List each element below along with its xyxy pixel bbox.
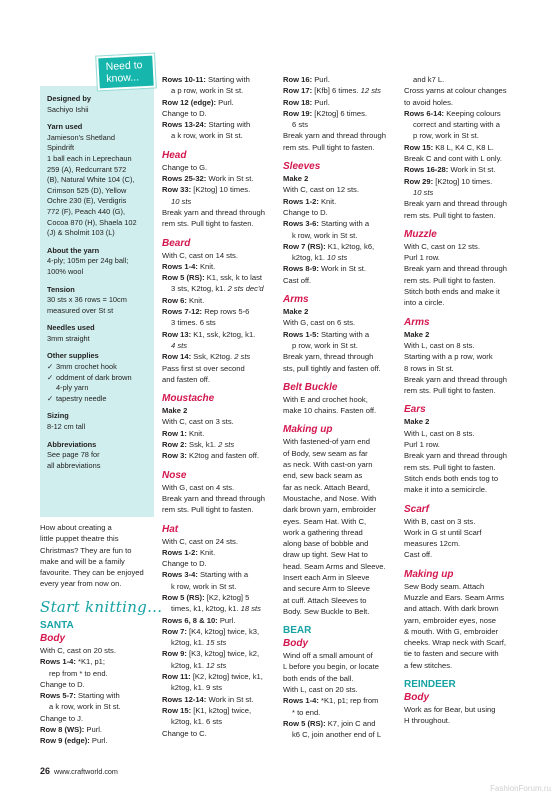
making-up-text [283,436,399,617]
reindeer-body-title: Body [404,692,429,704]
santa-title: SANTA [40,620,74,631]
text-line: all abbreviations [47,460,101,470]
reindeer-title: REINDEER [404,679,456,691]
text-line: every year from now on. [40,579,122,589]
sizing-heading: Sizing [47,411,69,421]
supplies-heading: Other supplies [47,351,99,361]
sleeves-heading: Sleeves [283,161,321,173]
hat-heading: Hat [162,523,179,535]
text-line: (J) & Sholmit 103 (L) [47,228,115,238]
text-line: and attach. With dark brown [404,604,499,614]
text-line: Jamieson's Shetland [47,132,115,142]
yarn-heading: Yarn used [47,122,83,132]
text-line: Spindrift [47,143,75,153]
text-line: a few stitches. [404,660,453,670]
text-line: far as neck. Attach Beard, [283,482,370,492]
text-line: little puppet theatre this [40,534,119,544]
text-line: at cuff. Attach Sleeves to [283,595,367,605]
scarf-heading: Scarf [404,503,430,515]
text-line: Cocoa 870 (H), Shaela 102 [47,217,137,227]
text-line: How about creating a [40,523,112,532]
belt-buckle-heading: Belt Buckle [283,381,338,393]
about-text [47,256,147,277]
intro-text [40,522,158,590]
muzzle-heading: Muzzle [404,228,437,240]
bear-arms-heading: Arms [404,316,430,328]
bear-making-up-text [404,581,522,671]
needles-text: 3mm straight [47,333,90,343]
santa-body-title: Body [40,633,65,644]
bear-title: BEAR [283,625,312,637]
tension-heading: Tension [47,284,75,294]
beard-heading: Beard [162,237,191,249]
watermark: FashionForum.ru [490,784,551,793]
footer-url: www.craftworld.com [54,767,118,776]
text-line: 259 (A), Redcurrant 572 [47,164,127,174]
text-line: dark brown yarn, embroider [283,505,376,515]
making-up-heading: Making up [283,424,333,436]
column-4: and k7 L. Cross yarns at colour changes to avoid holes. Rows 6-14: Keeping colours correct and starting with a p row, work in St st. Row 15: K8 L, K4 C, K8 L. Break C and cont with L only. Rows 16-28: Work in St st. Row 29: [K2tog] 10 times. 10 sts Break yarn and thread through rem sts. Pull tight to fasten. Muzzle With C, cast on 12 sts. Purl 1 row. Break yarn and thread through rem sts. Pull tight to fasten. Stitch both ends and make it into a circle. Arms Make 2 With L, cast on 8 sts. Starting with a p row, work 8 rows in St st. Break yarn and thread through rem sts. Pull tight to fasten. Ears Make 2 With L, cast on 8 sts. Purl 1 row. Break yarn and thread through rem sts. Pull tight to fasten. Stitch ends both ends tog to make it into a semicircle. Scarf With B, cast on 3 sts. Work in G st until Scarf measures 12cm. Cast off. Making up Sew Body seam. Attach Muzzle and Ears. Seam Arms and attach. With dark brown yarn, embroider eyes, nose & mouth. With G, embroider cheeks. Wrap neck with Scarf, tie to fasten and secure with a few stitches. REINDEER Body Work as for Bear, but using H throughout. [404,74,522,727]
text-line: Christmas? They are fun to [40,545,132,555]
about-heading: About the yarn [47,245,100,255]
nose-heading: Nose [162,469,187,481]
text-line: as neck. With cast-on yarn [283,460,373,470]
tension-text [47,295,147,316]
text-line: See page 78 for [47,450,100,460]
arms-heading: Arms [283,294,309,306]
text-line: work a gathering thread [283,527,363,537]
text-line: Muzzle and Ears. Seam Arms [404,592,505,602]
text-line: 4-ply; 105m per 24g ball; [47,256,129,266]
text-line: and secure Arm to Sleeve [283,584,370,594]
text-line: along base of bobble and [283,539,369,549]
abbreviations-text [47,450,147,471]
text-line: cheeks. Wrap neck with Scarf, [404,638,506,648]
text-line: Insert each Arm in Sleeve [283,572,370,582]
ears-heading: Ears [404,404,426,416]
designer: Sachiyo Ishii [47,104,89,114]
page-number: 26 [40,766,51,776]
text-line: & mouth. With G, embroider [404,626,499,636]
text-line: end, sew back seam as [283,471,363,481]
abbreviations-heading: Abbreviations [47,439,97,449]
text-line: (B), Natural White 104 (C), [47,175,135,185]
needles-heading: Needles used [47,323,95,333]
start-knitting-heading: Start knitting... [40,598,163,616]
text-line: 30 sts x 36 rows = 10cm [47,295,127,305]
sizing-text: 8-12 cm tall [47,422,86,432]
bear-making-up-heading: Making up [404,568,454,580]
text-line: With fastened-of yarn end [283,437,370,447]
text-line: Crimson 525 (D), Yellow [47,185,127,195]
check-icon: ✓ [47,372,54,382]
text-line: make and will be a family [40,556,125,566]
text-line: 1 ball each in Leprechaun [47,153,132,163]
text-line: 100% wool [47,266,84,276]
head-heading: Head [162,149,187,161]
bear-body-title: Body [283,638,308,650]
text-line: tie to fasten and secure with [404,649,499,659]
text-line: Moustache, and Nose. With [283,493,377,503]
moustache-heading: Moustache [162,393,215,405]
yarn-list [47,133,147,239]
supplies-list: ✓ 3mm crochet hook ✓ oddment of dark brown 4-ply yarn ✓ tapestry needle [47,362,132,403]
text-line: favourite. They can be enjoyed [40,568,144,578]
text-line: measured over St st [47,305,114,315]
check-icon: ✓ [47,362,54,372]
column-2: Rows 10-11: Starting with a p row, work in St st. Row 12 (edge): Purl. Change to D. Rows 13-24: Starting with a k row, work in St st. Head Change to G. Rows 25-32: Work in St st. Row 33: [K2tog] 10 times. 10 sts Break yarn and thread through rem sts. Pull tight to fasten. Beard With C, cast on 14 sts. Rows 1-4: Knit. Row 5 (RS): K1, ssk, k to last 3 sts, K2tog, k1. 2 sts dec'd Row 6: Knit. Rows 7-12: Rep rows 5-6 3 times. 6 sts Row 13: K1, ssk, k2tog, k1. 4 sts Row 14: Ssk, K2tog. 2 sts Pass first st over second and fasten off. Moustache Make 2 With C, cast on 3 sts. Row 1: Knit. Row 2: Ssk, k1. 2 sts Row 3: K2tog and fasten off. Nose With G, cast on 4 sts. Break yarn and thread through rem sts. Pull tight to fasten. Hat With C, cast on 24 sts. Rows 1-2: Knit. Change to D. Rows 3-4: Starting with a k row, work in St st. Row 5 (RS): [K2, k2tog] 5 times, k1, k2tog, k1. 18 sts Rows 6, 8 & 10: Purl. Row 7: [K4, k2tog] twice, k3, k2tog, k1. 15 sts Row 9: [K3, k2tog] twice, k2, k2tog, k1. 12 sts Row 11: [K2, k2tog] twice, k1, k2tog, k1. 9 sts Rows 12-14: Work in St st. Row 15: [K1, k2tog] twice, k2tog, k1. 6 sts Change to C. [162,74,277,739]
text-line: Body. Sew Buckle to Belt. [283,606,370,616]
text-line: Sew Body seam. Attach [404,581,485,591]
designed-heading: Designed by [47,94,91,103]
footer [40,766,118,776]
check-icon: ✓ [47,393,54,403]
text-line: 772 (F), Peach 440 (G), [47,206,126,216]
need-to-know-badge: Need to know... [96,54,156,91]
text-line: of Body, sew seam as far [283,448,368,458]
text-line: draw up tight. Sew Hat to [283,550,368,560]
santa-section: SANTA Body With C, cast on 20 sts. Rows 1-4: *K1, p1; rep from * to end. Change to D. Rows 5-7: Starting with a k row, work in St st. Change to J. Row 8 (WS): Purl. Row 9 (edge): Purl. [40,619,158,747]
text-line: yarn, embroider eyes, nose [404,615,497,625]
column-3: Row 16: Purl. Row 17: [Kfb] 6 times. 12 sts Row 18: Purl. Row 19: [K2tog] 6 times. 6 sts Break yarn and thread through rem sts. Pull tight to fasten. Sleeves Make 2 With C, cast on 12 sts. Rows 1-2: Knit. Change to D. Rows 3-6: Starting with a k row, work in St st. Row 7 (RS): K1, k2tog, k6, k2tog, k1. 10 sts Rows 8-9: Work in St st. Cast off. Arms Make 2 With G, cast on 6 sts. Rows 1-5: Starting with a p row, work in St st. Break yarn, thread through sts, pull tightly and fasten off. Belt Buckle With E and crochet hook, make 10 chains. Fasten off. Making up With fastened-of yarn end of Body, sew seam as far as neck. With cast-on yarn end, sew back seam as far as neck. Attach Beard, Moustache, and Nose. With dark brown yarn, embroider eyes. Seam Hat. With C, work a gathering thread along base of bobble and draw up tight. Sew Hat to head. Seam Arms and Sleeve. Insert each Arm in Sleeve and secure Arm to Sleeve at cuff. Attach Sleeves to Body. Sew Buckle to Belt. BEAR Body Wind off a small amount of L before you begin, or locate both ends of the ball. With L, cast on 20 sts. Rows 1-4: *K1, p1; rep from * to end. Row 5 (RS): K7, join C and k6 C, join another end of L [283,74,399,741]
need-to-know-box [40,86,154,517]
text-line: head. Seam Arms and Sleeve. [283,561,386,571]
text-line: Ochre 230 (E), Verdigris [47,196,127,206]
text-line: eyes. Seam Hat. With C, [283,516,367,526]
